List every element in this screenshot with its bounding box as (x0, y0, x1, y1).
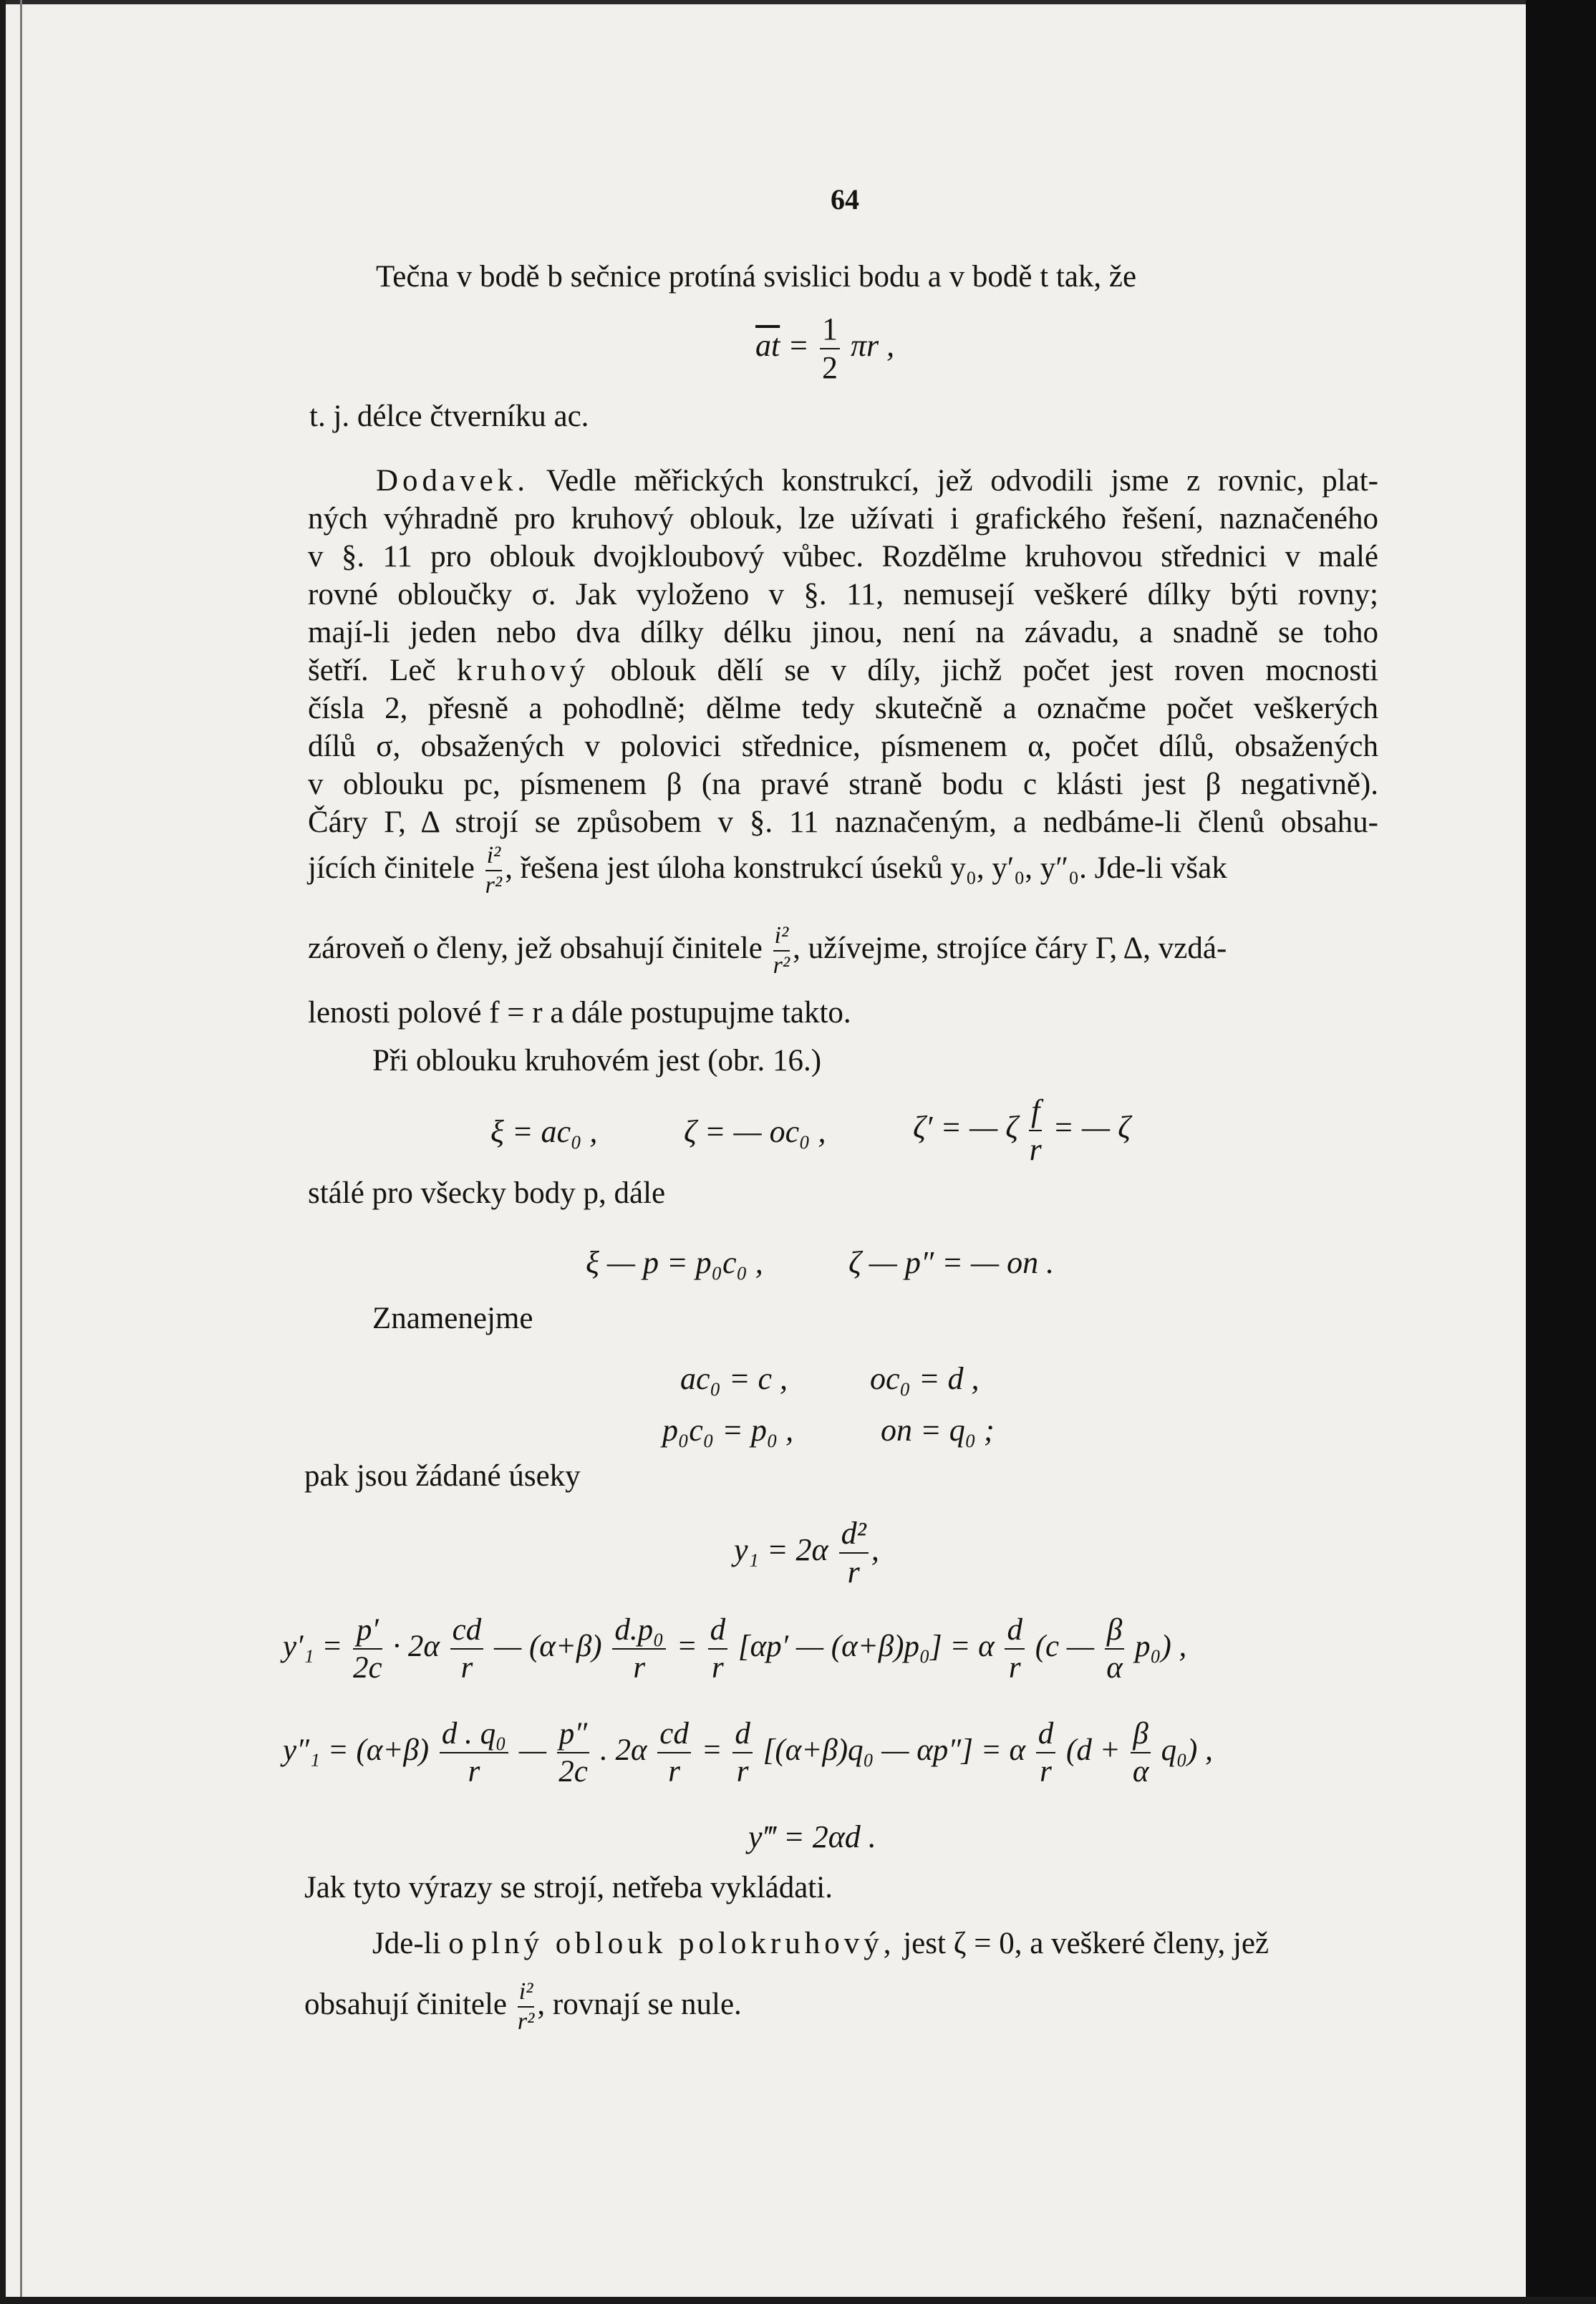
obs-pre: obsahují činitele (304, 1987, 508, 2021)
y1p-frac-2 (450, 1615, 484, 1683)
y1pp-f5d: r (1040, 1755, 1052, 1788)
eq-zetap-den: r (1029, 1132, 1042, 1167)
y1pp-f5n: d (1036, 1718, 1056, 1753)
line-jak-tyto: Jak tyto výrazy se strojí, netřeba vykládati. (304, 1871, 833, 1904)
y1p-h: p₀) , (1135, 1629, 1187, 1663)
y1pp-f4d: r (736, 1755, 749, 1788)
y1pp-frac-4 (732, 1718, 753, 1787)
y1pp-b: — (518, 1733, 547, 1767)
y1p-frac-4 (708, 1615, 728, 1683)
frac-b-den: r² (773, 952, 790, 979)
y1p-f4d: r (711, 1651, 724, 1685)
y1p-d: = (676, 1629, 697, 1663)
dodavek-line-10: Čáry Γ, Δ strojí se způsobem v §. 11 naznačeným, a nedbáme-li členů obsahu- (308, 805, 1378, 839)
eq-at-fraction (820, 311, 840, 385)
eq-y1-frac (839, 1518, 869, 1588)
y1pp-a: y″₁ = (α+β) (283, 1733, 430, 1767)
y1pp-f4n: d (732, 1718, 753, 1753)
dodavek-line-3: v §. 11 pro oblouk dvojkloubový vůbec. Rozdělme kruhovou střednici v malé (308, 540, 1378, 573)
y1p-b: · 2α (392, 1629, 440, 1663)
y1pp-f3d: r (668, 1755, 680, 1788)
y1p-frac-3 (612, 1615, 666, 1683)
eq-zeta-prime (913, 1095, 1131, 1166)
frac-a-num: i² (485, 843, 503, 871)
dodavek-line-4: rovné obloučky σ. Jak vyloženo v §. 11, nemusejí veškeré dílky býti rovny; (308, 578, 1378, 611)
eq-y1-den: r (847, 1554, 860, 1589)
eq-zetap-post: = — ζ (1053, 1110, 1131, 1146)
y1p-frac-5 (1005, 1615, 1025, 1683)
line-stale: stálé pro všecky body p, dále (308, 1176, 666, 1210)
line-plny-oblouk (372, 1925, 1269, 1962)
dodavek-line-6 (308, 652, 1378, 689)
frac-c-den: r² (517, 2008, 535, 2035)
eq-y1-double-prime (283, 1718, 1213, 1787)
line-znamenejme: Znamenejme (372, 1302, 533, 1335)
eq-at-den: 2 (821, 350, 838, 385)
fraction-i2-r2-a (485, 843, 503, 898)
eq-y1-prime (283, 1615, 1186, 1683)
y1p-f2d: r (460, 1651, 473, 1685)
dodavek-line-1-text: Vedle měřických konstrukcí, jež odvodili jsme z rovnic, plat- (546, 464, 1378, 498)
y1pp-f6d: α (1132, 1755, 1149, 1788)
frac-a-den: r² (485, 872, 503, 899)
eq-y-triple-prime: y‴ = 2αd . (748, 1819, 876, 1854)
y1p-f6d: α (1106, 1651, 1123, 1685)
y1pp-frac-3 (657, 1718, 691, 1787)
eq-def-c: ac₀ = c , (680, 1361, 788, 1396)
dodavek-line-2: ných výhradně pro kruhový oblouk, lze užívati i grafického řešení, naznačeného (308, 502, 1378, 536)
y1pp-h: q₀) , (1161, 1733, 1213, 1767)
eq-at-lhs: $\overline{at}$ (755, 328, 780, 364)
plny-spaced: plný oblouk polokruhový, (471, 1927, 896, 1960)
dodavek-line-6c: oblouk dělí se v díly, jichž počet jest roven mocnosti (610, 654, 1379, 687)
y1p-f5d: r (1008, 1651, 1021, 1685)
eq-def-q0: on = q₀ ; (881, 1413, 995, 1448)
y1pp-f2n: p″ (557, 1718, 589, 1753)
y1p-f4n: d (708, 1615, 728, 1650)
y1p-f3d: r (633, 1651, 646, 1685)
dodavek-line-1 (376, 462, 1378, 500)
y1pp-f2d: 2c (558, 1755, 588, 1788)
y1pp-f6n: β (1131, 1718, 1150, 1753)
eq-y1-num: d² (839, 1518, 869, 1554)
y1pp-c: . 2α (599, 1733, 647, 1767)
eq-y1-pre: y₁ = 2α (734, 1532, 828, 1568)
plny-post: jest ζ = 0, a veškeré členy, jež (903, 1927, 1269, 1960)
y1pp-frac-2 (557, 1718, 589, 1787)
y1pp-f1n: d . q₀ (440, 1718, 508, 1753)
eq-y1-post: , (871, 1532, 879, 1568)
frac-c-num: i² (518, 1980, 535, 2008)
y1pp-d: = (701, 1733, 722, 1767)
y1p-f6n: β (1105, 1615, 1124, 1650)
eq-def-p0: p₀c₀ = p₀ , (662, 1413, 794, 1448)
y1p-c: — (α+β) (493, 1629, 602, 1663)
cin2-post: , užívejme, strojíce čáry Γ, Δ, vzdá- (793, 931, 1227, 965)
eq-zeta: ζ = — oc₀ , (684, 1114, 826, 1149)
y1pp-e: [(α+β)q₀ — αp″] = α (763, 1733, 1026, 1767)
paragraph-tangent: Tečna v bodě b sečnice protíná svislici bodu a v bodě t tak, že (376, 260, 1137, 294)
dodavek-line-7: čísla 2, přesně a pohodlně; dělme tedy skutečně a označme počet veškerých (308, 692, 1378, 725)
y1p-a: y′₁ = (283, 1629, 343, 1663)
dodavek-line-8: dílů σ, obsažených v polovici střednice, písmenem α, počet dílů, obsažených (308, 730, 1378, 763)
y1p-g: (c — (1035, 1629, 1095, 1663)
y1p-f2n: cd (450, 1615, 484, 1650)
dodavek-line-9: v oblouku pc, písmenem β (na pravé straně bodu c klásti jest β negativně). (308, 768, 1378, 801)
obs-post: , rovnají se nule. (537, 1987, 742, 2021)
dodavek-word: Dodavek. (376, 464, 529, 498)
y1pp-f1d: r (468, 1755, 480, 1788)
plny-pre: Jde-li o (372, 1927, 464, 1960)
y1p-f5n: d (1005, 1615, 1025, 1650)
eq-zetap-pre: ζ′ = — ζ (913, 1110, 1019, 1146)
eq-at-num: 1 (820, 314, 840, 349)
dodavek-line-6b: kruhový (456, 654, 590, 687)
line-cinitele-2 (308, 924, 1227, 978)
y1p-f1d: 2c (352, 1651, 382, 1685)
page-number: 64 (831, 183, 859, 216)
eq-zeta-pp: ζ — p″ = — on . (848, 1245, 1055, 1280)
y1pp-frac-5 (1036, 1718, 1056, 1787)
y1p-f3n: d.p₀ (612, 1615, 666, 1650)
line-polove: lenosti polové f = r a dále postupujme takto. (308, 996, 851, 1030)
y1p-f1n: p′ (353, 1615, 382, 1650)
eq-xi: ξ = ac₀ , (490, 1114, 598, 1149)
y1p-e: [αp′ — (α+β)p₀] = α (737, 1629, 995, 1663)
y1pp-frac-6 (1131, 1718, 1150, 1787)
y1p-frac-6 (1105, 1615, 1124, 1683)
y1pp-frac-1 (440, 1718, 508, 1787)
eq-zetap-frac (1029, 1095, 1042, 1166)
cin2-pre: zároveň o členy, jež obsahují činitele (308, 931, 763, 965)
line-cinitele-1 (308, 843, 1227, 898)
equation-at: $\overline{at}$ = $\frac{1}{2}$ πr , (755, 311, 895, 385)
y1p-frac-1 (353, 1615, 382, 1683)
y1pp-f3n: cd (657, 1718, 691, 1753)
eq-def-d: oc₀ = d , (870, 1361, 980, 1396)
dodavek-line-6a: šetří. Leč (308, 654, 436, 687)
fraction-i2-r2-c (518, 1980, 535, 2034)
y1pp-g: (d + (1066, 1733, 1121, 1767)
line-pri-oblouku: Při oblouku kruhovém jest (obr. 16.) (372, 1044, 822, 1078)
eq-zetap-num: f (1029, 1095, 1042, 1131)
line-pak-jsou: pak jsou žádané úseky (304, 1459, 581, 1493)
eq-y1 (734, 1518, 879, 1588)
text-tj: t. j. délce čtverníku ac. (309, 400, 589, 433)
line-obsahuji (304, 1980, 742, 2034)
fraction-i2-r2-b (773, 924, 790, 978)
cin1-pre: jících činitele (308, 851, 475, 885)
dodavek-line-5: mají-li jeden nebo dva dílky délku jinou, není na závadu, a snadně se toho (308, 616, 1378, 649)
eq-xi-p: ξ — p = p₀c₀ , (586, 1245, 763, 1280)
cin1-post: , řešena jest úloha konstrukcí úseků y₀, y′₀, y″₀. Jde-li však (505, 851, 1227, 885)
frac-b-num: i² (773, 924, 790, 952)
eq-at-rhs: πr , (850, 328, 895, 364)
